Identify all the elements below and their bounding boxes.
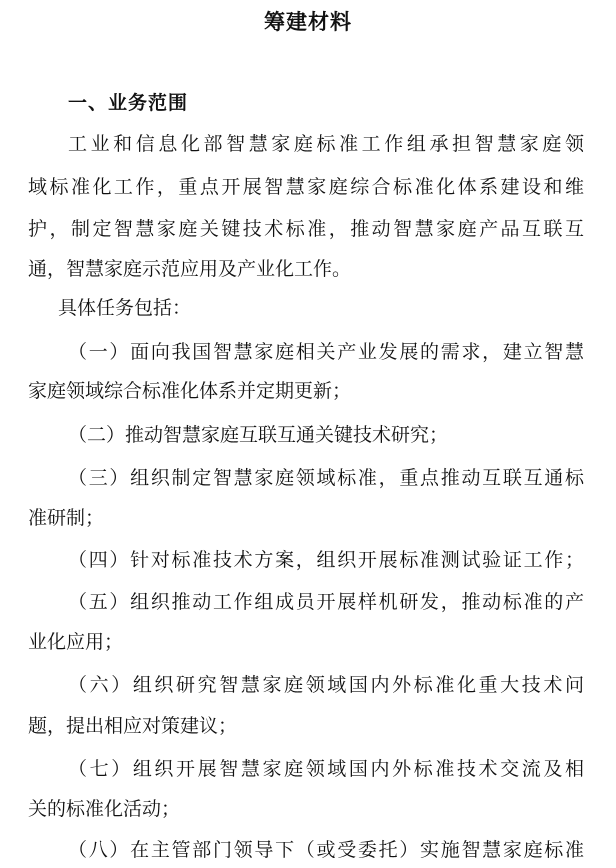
list-item-line: （六）组织研究智慧家庭领域国内外标准化重大技术问 bbox=[68, 674, 584, 696]
list-item-line: 准研制； bbox=[28, 507, 105, 529]
list-item-line: 业化应用； bbox=[28, 631, 124, 653]
paragraph-line: 工业和信息化部智慧家庭标准工作组承担智慧家庭领 bbox=[68, 133, 584, 155]
list-item-line: （七）组织开展智慧家庭领域国内外标准技术交流及相 bbox=[68, 758, 584, 780]
list-item-line: （二）推动智慧家庭互联互通关键技术研究； bbox=[68, 424, 449, 446]
paragraph-line: 通，智慧家庭示范应用及产业化工作。 bbox=[28, 258, 352, 280]
list-item-line: 关的标准化活动； bbox=[28, 798, 181, 820]
list-item-line: 家庭领域综合标准化体系并定期更新； bbox=[28, 380, 352, 402]
list-item-line: （八）在主管部门领导下（或受委托）实施智慧家庭标准 bbox=[68, 839, 584, 861]
section-heading: 一、业务范围 bbox=[68, 92, 189, 114]
list-item-line: （四）针对标准技术方案，组织开展标准测试验证工作； bbox=[68, 549, 584, 571]
list-item-line: （五）组织推动工作组成员开展样机研发，推动标准的产 bbox=[68, 591, 584, 613]
list-item-line: （一）面向我国智慧家庭相关产业发展的需求，建立智慧 bbox=[68, 341, 584, 363]
paragraph-line: 域标准化工作，重点开展智慧家庭综合标准化体系建设和维 bbox=[28, 176, 584, 198]
document-title: 筹建材料 bbox=[264, 10, 352, 34]
paragraph-line: 具体任务包括： bbox=[58, 297, 192, 319]
list-item-line: （三）组织制定智慧家庭领域标准，重点推动互联互通标 bbox=[68, 467, 584, 489]
list-item-line: 题，提出相应对策建议； bbox=[28, 715, 238, 737]
paragraph-line: 护，制定智慧家庭关键技术标准，推动智慧家庭产品互联互 bbox=[28, 218, 584, 240]
